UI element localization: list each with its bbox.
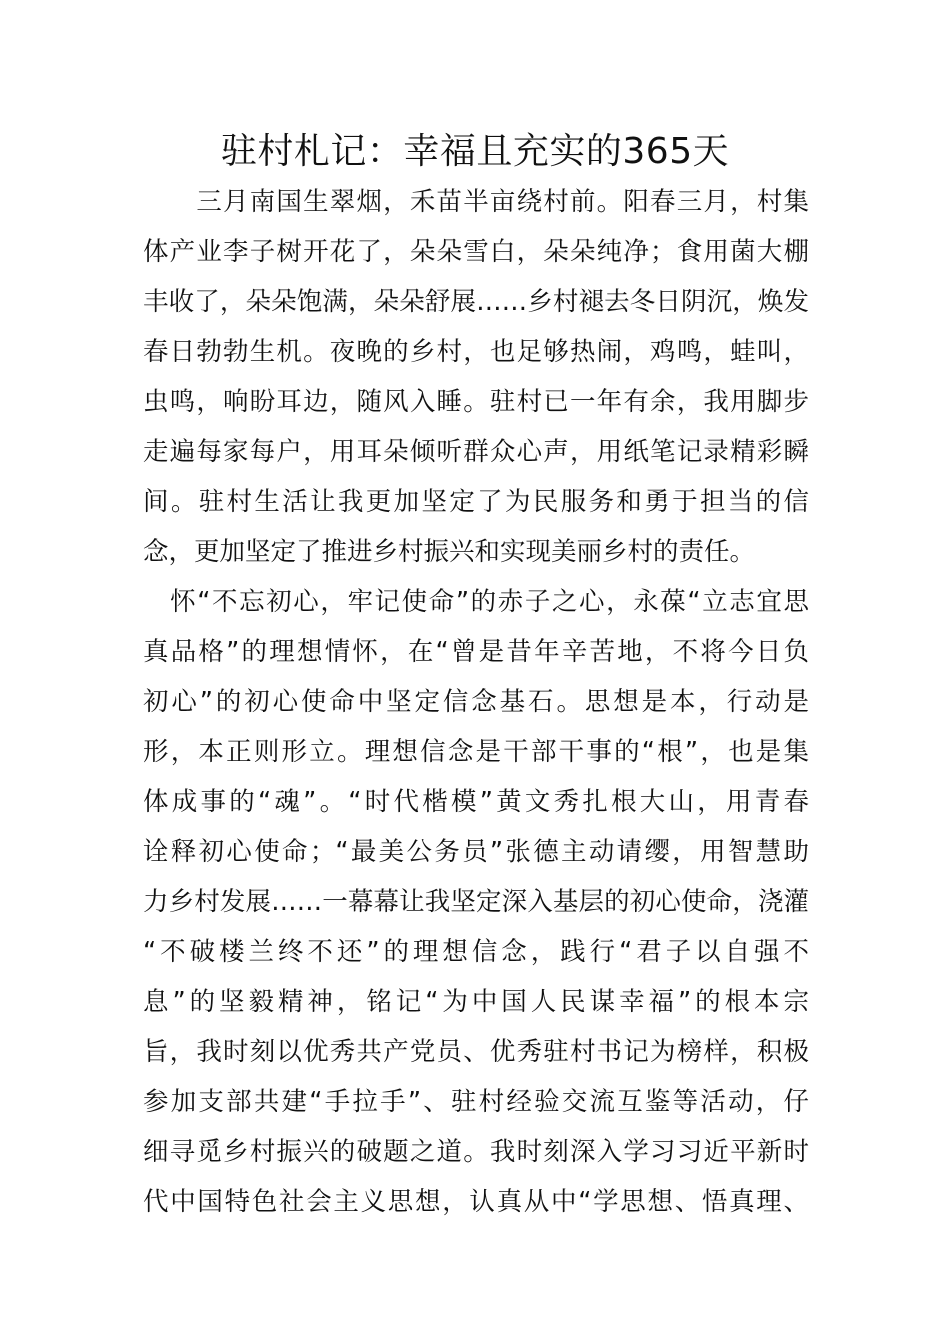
document-title: 驻村札记：幸福且充实的365天	[220, 131, 730, 172]
text-line: 旨，我时刻以优秀共产党员、优秀驻村书记为榜样，积极	[143, 1037, 809, 1067]
text-line: 念，更加坚定了推进乡村振兴和实现美丽乡村的责任。	[143, 537, 756, 567]
text-line: 初心”的初心使命中坚定信念基石。思想是本，行动是	[143, 687, 809, 717]
document-body	[143, 177, 809, 1227]
text-line: 走遍每家每户，用耳朵倾听群众心声，用纸笔记录精彩瞬	[143, 437, 809, 467]
text-line: 丰收了，朵朵饱满，朵朵舒展……乡村褪去冬日阴沉，焕发	[143, 287, 809, 317]
text-line: 间。驻村生活让我更加坚定了为民服务和勇于担当的信	[143, 487, 809, 517]
text-line: 怀“不忘初心，牢记使命”的赤子之心，永葆“立志宜思	[143, 587, 809, 617]
text-line: 诠释初心使命；“最美公务员”张德主动请缨，用智慧助	[143, 837, 809, 867]
text-line: 形，本正则形立。理想信念是干部干事的“根”，也是集	[143, 737, 809, 767]
text-line: 代中国特色社会主义思想，认真从中“学思想、悟真理、	[143, 1187, 809, 1217]
text-line: 力乡村发展……一幕幕让我坚定深入基层的初心使命，浇灌	[143, 887, 809, 917]
text-line: 春日勃勃生机。夜晚的乡村，也足够热闹，鸡鸣，蛙叫，	[143, 337, 809, 367]
text-line: 息”的坚毅精神，铭记“为中国人民谋幸福”的根本宗	[143, 987, 809, 1017]
text-line: 参加支部共建“手拉手”、驻村经验交流互鉴等活动，仔	[143, 1087, 809, 1117]
text-line: 体成事的“魂”。“时代楷模”黄文秀扎根大山，用青春	[143, 787, 809, 817]
text-line: 细寻觅乡村振兴的破题之道。我时刻深入学习习近平新时	[143, 1137, 809, 1167]
text-line: 虫鸣，响盼耳边，随风入睡。驻村已一年有余，我用脚步	[143, 387, 809, 417]
text-line: 三月南国生翠烟，禾苗半亩绕村前。阳春三月，村集	[143, 187, 809, 217]
text-line: 真品格”的理想情怀，在“曾是昔年辛苦地，不将今日负	[143, 637, 809, 667]
text-line: 体产业李子树开花了，朵朵雪白，朵朵纯净；食用菌大棚	[143, 237, 809, 267]
text-line: “不破楼兰终不还”的理想信念，践行“君子以自强不	[143, 937, 809, 967]
